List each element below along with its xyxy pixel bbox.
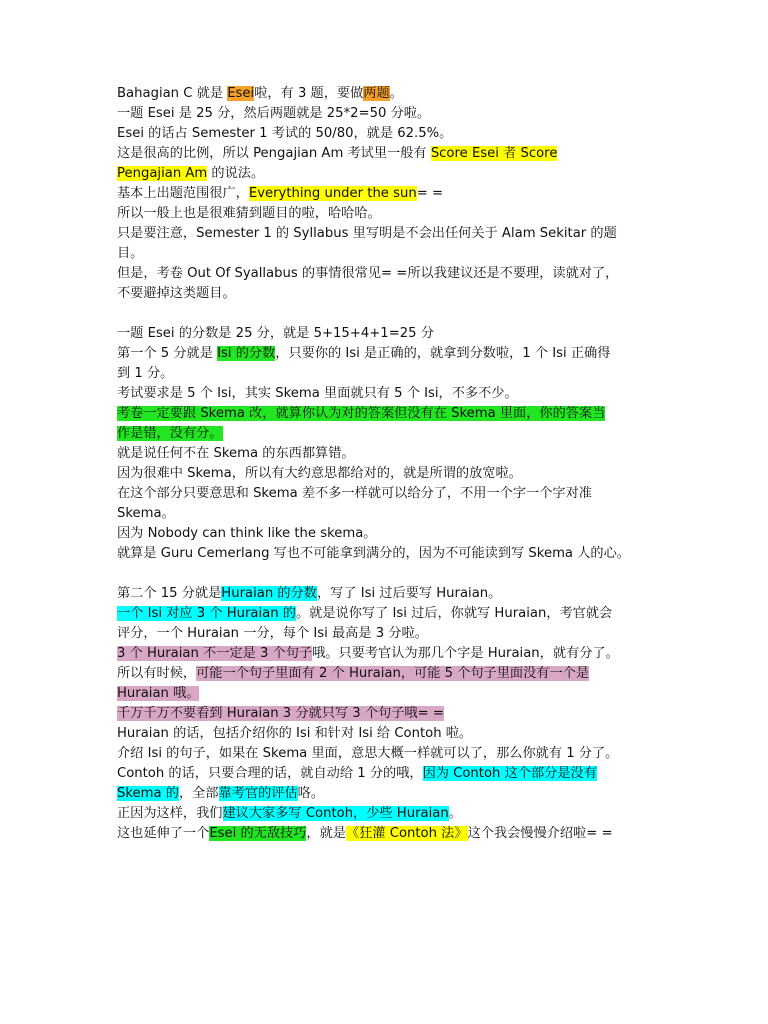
- text-run: ，就是: [306, 826, 346, 841]
- text-line: [117, 724, 653, 744]
- highlighted-text: 千万千万不要看到 Huraian 3 分就只写 3 个句子哦= =: [117, 706, 444, 721]
- highlighted-text: 3 个 Huraian 不一定是 3 个句子: [117, 646, 313, 661]
- text-line: [117, 604, 653, 624]
- text-run: 这是很高的比例，所以 Pengajian Am 考试里一般有: [117, 146, 431, 161]
- text-run: 就算是 Guru Cemerlang 写也不可能拿到满分的，因为不可能读到写 Skema 人的心。: [117, 546, 630, 561]
- text-run: 第一个 5 分就是: [117, 346, 218, 361]
- text-run: 这也延伸了一个: [117, 826, 210, 841]
- text-run: 正因为这样，我们: [117, 806, 223, 821]
- highlighted-text: 《狂灌 Contoh 法》: [345, 826, 468, 841]
- highlighted-text: 靠考官的评估: [218, 786, 298, 801]
- highlighted-text: 建议大家多写 Contoh，少些 Huraian: [222, 806, 449, 821]
- text-run: Skema。: [117, 506, 175, 521]
- text-line: [117, 444, 653, 464]
- text-run: 啦，有 3 题，要做: [254, 86, 364, 101]
- text-line: [117, 144, 653, 164]
- text-run: 因为很难中 Skema，所以有大约意思都给对的，就是所谓的放宽啦。: [117, 466, 522, 481]
- text-run: 介绍 Isi 的句子，如果在 Skema 里面，意思大概一样就可以了，那么你就有 1 分了。: [117, 746, 619, 761]
- document-body: [117, 84, 653, 844]
- text-run: 只是要注意，Semester 1 的 Syllabus 里写明是不会出任何关于 Alam Sekitar 的题: [117, 226, 617, 241]
- text-line: [117, 84, 653, 104]
- text-line: [117, 784, 653, 804]
- paragraph: [117, 584, 653, 844]
- highlighted-text: Huraian 的分数: [221, 586, 317, 601]
- text-run: 但是，考卷 Out Of Syallabus 的事情很常见= =所以我建议还是不要理，读就对了，: [117, 266, 619, 281]
- text-line: [117, 184, 653, 204]
- text-line: [117, 624, 653, 644]
- text-line: [117, 104, 653, 124]
- highlighted-text: Skema 的: [117, 786, 179, 801]
- text-run: 的说法。: [207, 166, 265, 181]
- text-run: 。就是说你写了 Isi 过后，你就写 Huraian，考官就会: [295, 606, 613, 621]
- text-line: [117, 764, 653, 784]
- text-run: 。: [389, 86, 403, 101]
- text-run: 。: [448, 806, 462, 821]
- paragraph-gap: [117, 564, 653, 584]
- text-run: 考试要求是 5 个 Isi，其实 Skema 里面就只有 5 个 Isi，不多不少。: [117, 386, 518, 401]
- highlighted-text: 作是错，没有分。: [117, 426, 223, 441]
- text-run: Contoh 的话，只要合理的话，就自动给 1 分的哦，: [117, 766, 423, 781]
- text-line: [117, 224, 653, 244]
- paragraph: [117, 84, 653, 304]
- text-line: [117, 164, 653, 184]
- text-run: 在这个部分只要意思和 Skema 差不多一样就可以给分了，不用一个字一个字对准: [117, 486, 592, 501]
- text-run: 到 1 分。: [117, 366, 174, 381]
- text-run: ，全部: [178, 786, 219, 801]
- text-line: [117, 664, 653, 684]
- text-run: Bahagian C 就是: [117, 86, 228, 101]
- text-run: Huraian 的话，包括介绍你的 Isi 和针对 Isi 给 Contoh 啦。: [117, 726, 473, 741]
- highlighted-text: Score Esei 者 Score: [430, 146, 558, 161]
- text-run: 所以一般上也是很难猜到题目的啦，哈哈哈。: [117, 206, 381, 221]
- text-run: Esei 的话占 Semester 1 考试的 50/80，就是 62.5%。: [117, 126, 453, 141]
- text-line: [117, 124, 653, 144]
- text-line: [117, 804, 653, 824]
- text-run: 哦。只要考官认为那几个字是 Huraian，就有分了。: [312, 646, 619, 661]
- text-line: [117, 484, 653, 504]
- highlighted-text: Isi 的分数: [217, 346, 276, 361]
- highlighted-text: Esei: [227, 86, 255, 101]
- text-line: [117, 464, 653, 484]
- text-run: 咯。: [297, 786, 325, 801]
- text-line: [117, 324, 653, 344]
- text-run: ，写了 Isi 过后要写 Huraian。: [316, 586, 502, 601]
- text-run: = =: [416, 186, 443, 201]
- highlighted-text: Everything under the sun: [248, 186, 417, 201]
- text-line: [117, 424, 653, 444]
- text-line: [117, 204, 653, 224]
- text-run: 这个我会慢慢介绍啦= =: [467, 826, 613, 841]
- text-line: [117, 504, 653, 524]
- text-run: 第二个 15 分就是: [117, 586, 222, 601]
- paragraph: [117, 324, 653, 564]
- text-line: [117, 244, 653, 264]
- text-run: 所以有时候，: [117, 666, 197, 681]
- text-line: [117, 524, 653, 544]
- highlighted-text: 考卷一定要跟 Skema 改，就算你认为对的答案但没有在 Skema 里面，你的答案当: [117, 406, 606, 421]
- text-line: [117, 704, 653, 724]
- text-line: [117, 264, 653, 284]
- text-run: 目。: [117, 246, 144, 261]
- highlighted-text: 一个 Isi 对应 3 个 Huraian 的: [117, 606, 296, 621]
- text-run: 评分，一个 Huraian 一分，每个 Isi 最高是 3 分啦。: [117, 626, 428, 641]
- highlighted-text: 因为 Contoh 这个部分是没有: [422, 766, 597, 781]
- text-line: [117, 544, 653, 564]
- text-run: ，只要你的 Isi 是正确的，就拿到分数啦，1 个 Isi 正确得: [275, 346, 611, 361]
- text-run: 一题 Esei 是 25 分，然后两题就是 25*2=50 分啦。: [117, 106, 431, 121]
- highlighted-text: 可能一个句子里面有 2 个 Huraian，可能 5 个句子里面没有一个是: [196, 666, 590, 681]
- text-line: [117, 344, 653, 364]
- highlighted-text: Esei 的无敌技巧: [209, 826, 307, 841]
- text-line: [117, 824, 653, 844]
- text-line: [117, 684, 653, 704]
- text-run: 基本上出题范围很广，: [117, 186, 249, 201]
- text-run: 不要避掉这类题目。: [117, 286, 236, 301]
- text-line: [117, 744, 653, 764]
- paragraph-gap: [117, 304, 653, 324]
- highlighted-text: 两题: [363, 86, 390, 101]
- text-line: [117, 584, 653, 604]
- text-line: [117, 364, 653, 384]
- text-line: [117, 384, 653, 404]
- text-line: [117, 284, 653, 304]
- highlighted-text: Huraian 哦。: [117, 686, 200, 701]
- text-run: 一题 Esei 的分数是 25 分，就是 5+15+4+1=25 分: [117, 326, 434, 341]
- text-run: 因为 Nobody can think like the skema。: [117, 526, 377, 541]
- text-run: 就是说任何不在 Skema 的东西都算错。: [117, 446, 355, 461]
- text-line: [117, 644, 653, 664]
- text-line: [117, 404, 653, 424]
- highlighted-text: Pengajian Am: [117, 166, 208, 181]
